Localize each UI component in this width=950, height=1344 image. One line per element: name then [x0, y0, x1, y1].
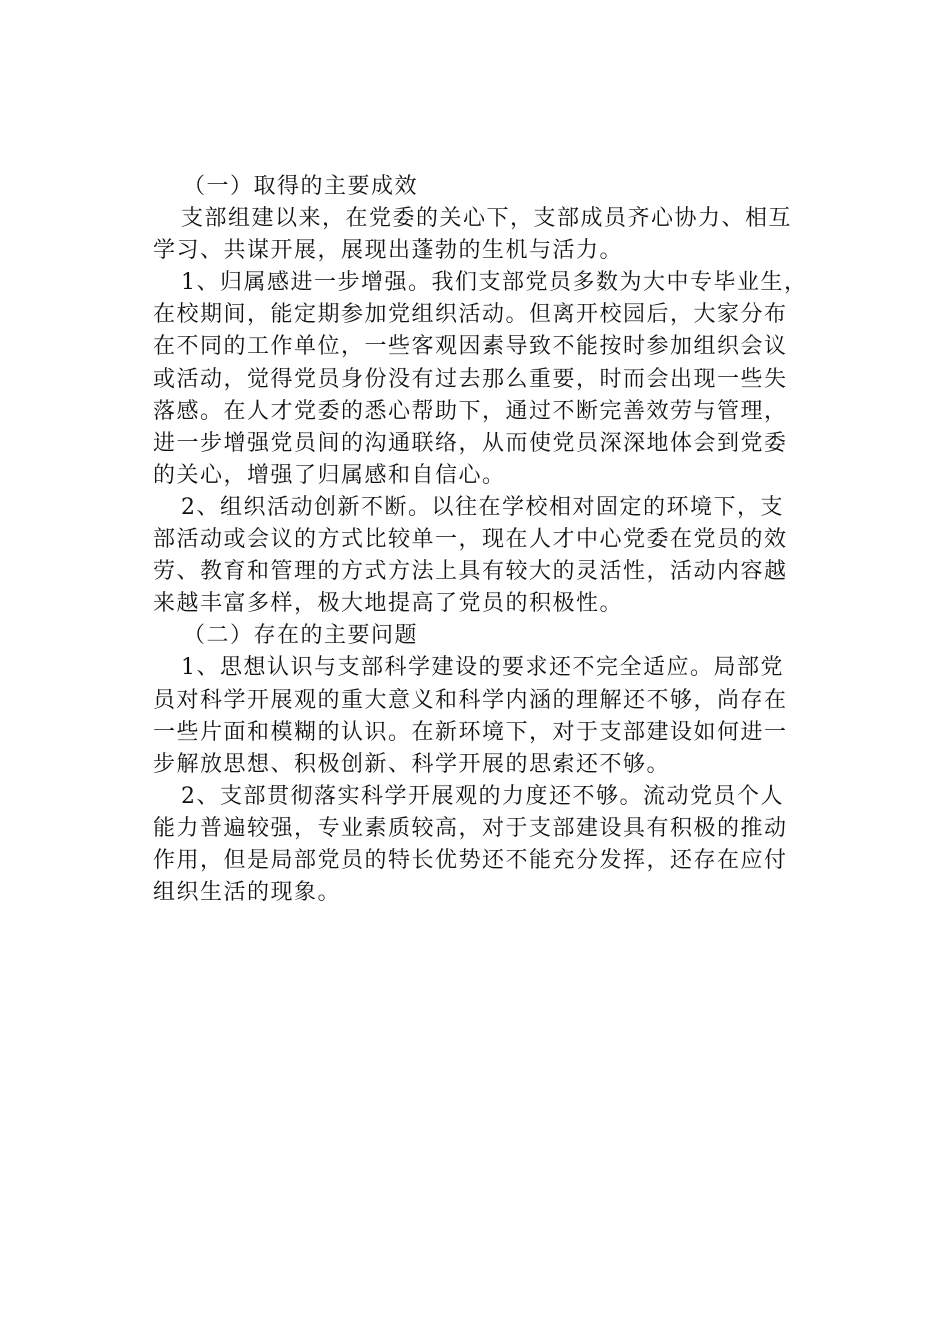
text-line: 作用，但是局部党员的特长优势还不能充分发挥，还存在应付: [153, 847, 788, 873]
paragraph-thinking: [153, 652, 831, 780]
text-line: 进一步增强党员间的沟通联络，从而使党员深深地体会到党委: [153, 430, 788, 456]
text-line: 步解放思想、积极创新、科学开展的思索还不够。: [153, 751, 671, 777]
text-line: 2、组织活动创新不断。以往在学校相对固定的环境下，支: [181, 494, 784, 520]
text-line: 在校期间，能定期参加党组织活动。但离开校园后，大家分布: [153, 302, 788, 328]
paragraph-belonging: [153, 267, 831, 492]
text-line: 1、思想认识与支部科学建设的要求还不完全适应。局部党: [181, 655, 784, 681]
text-line: 学习、共谋开展，展现出蓬勃的生机与活力。: [153, 238, 624, 264]
text-line: 部活动或会议的方式比较单一，现在人才中心党委在党员的效: [153, 527, 788, 553]
text-line: 一些片面和模糊的认识。在新环境下，对于支部建设如何进一: [153, 719, 788, 745]
paragraph-intro: [153, 203, 831, 267]
paragraph-implementation: [153, 781, 831, 909]
text-line: 劳、教育和管理的方式方法上具有较大的灵活性，活动内容越: [153, 559, 788, 585]
text-line: 2、支部贯彻落实科学开展观的力度还不够。流动党员个人: [181, 783, 784, 809]
document-body: [153, 171, 831, 909]
text-line: 支部组建以来，在党委的关心下，支部成员齐心协力、相互: [181, 206, 793, 232]
text-line: 能力普遍较强，专业素质较高，对于支部建设具有积极的推动: [153, 815, 788, 841]
text-line: 落感。在人才党委的悉心帮助下，通过不断完善效劳与管理，: [153, 398, 788, 424]
section-heading-problems: （二）存在的主要问题: [183, 623, 419, 649]
text-line: 的关心，增强了归属感和自信心。: [153, 462, 506, 488]
text-line: 员对科学开展观的重大意义和科学内涵的理解还不够，尚存在: [153, 687, 788, 713]
text-line: 在不同的工作单位，一些客观因素导致不能按时参加组织会议: [153, 334, 788, 360]
text-line: 来越丰富多样，极大地提高了党员的积极性。: [153, 591, 624, 617]
paragraph-innovation: [153, 492, 831, 620]
text-line: 或活动，觉得党员身份没有过去那么重要，时而会出现一些失: [153, 366, 788, 392]
text-line: 组织生活的现象。: [153, 880, 342, 906]
text-line: 1、归属感进一步增强。我们支部党员多数为大中专毕业生，: [181, 270, 808, 296]
section-heading-achievements: （一）取得的主要成效: [183, 174, 419, 199]
